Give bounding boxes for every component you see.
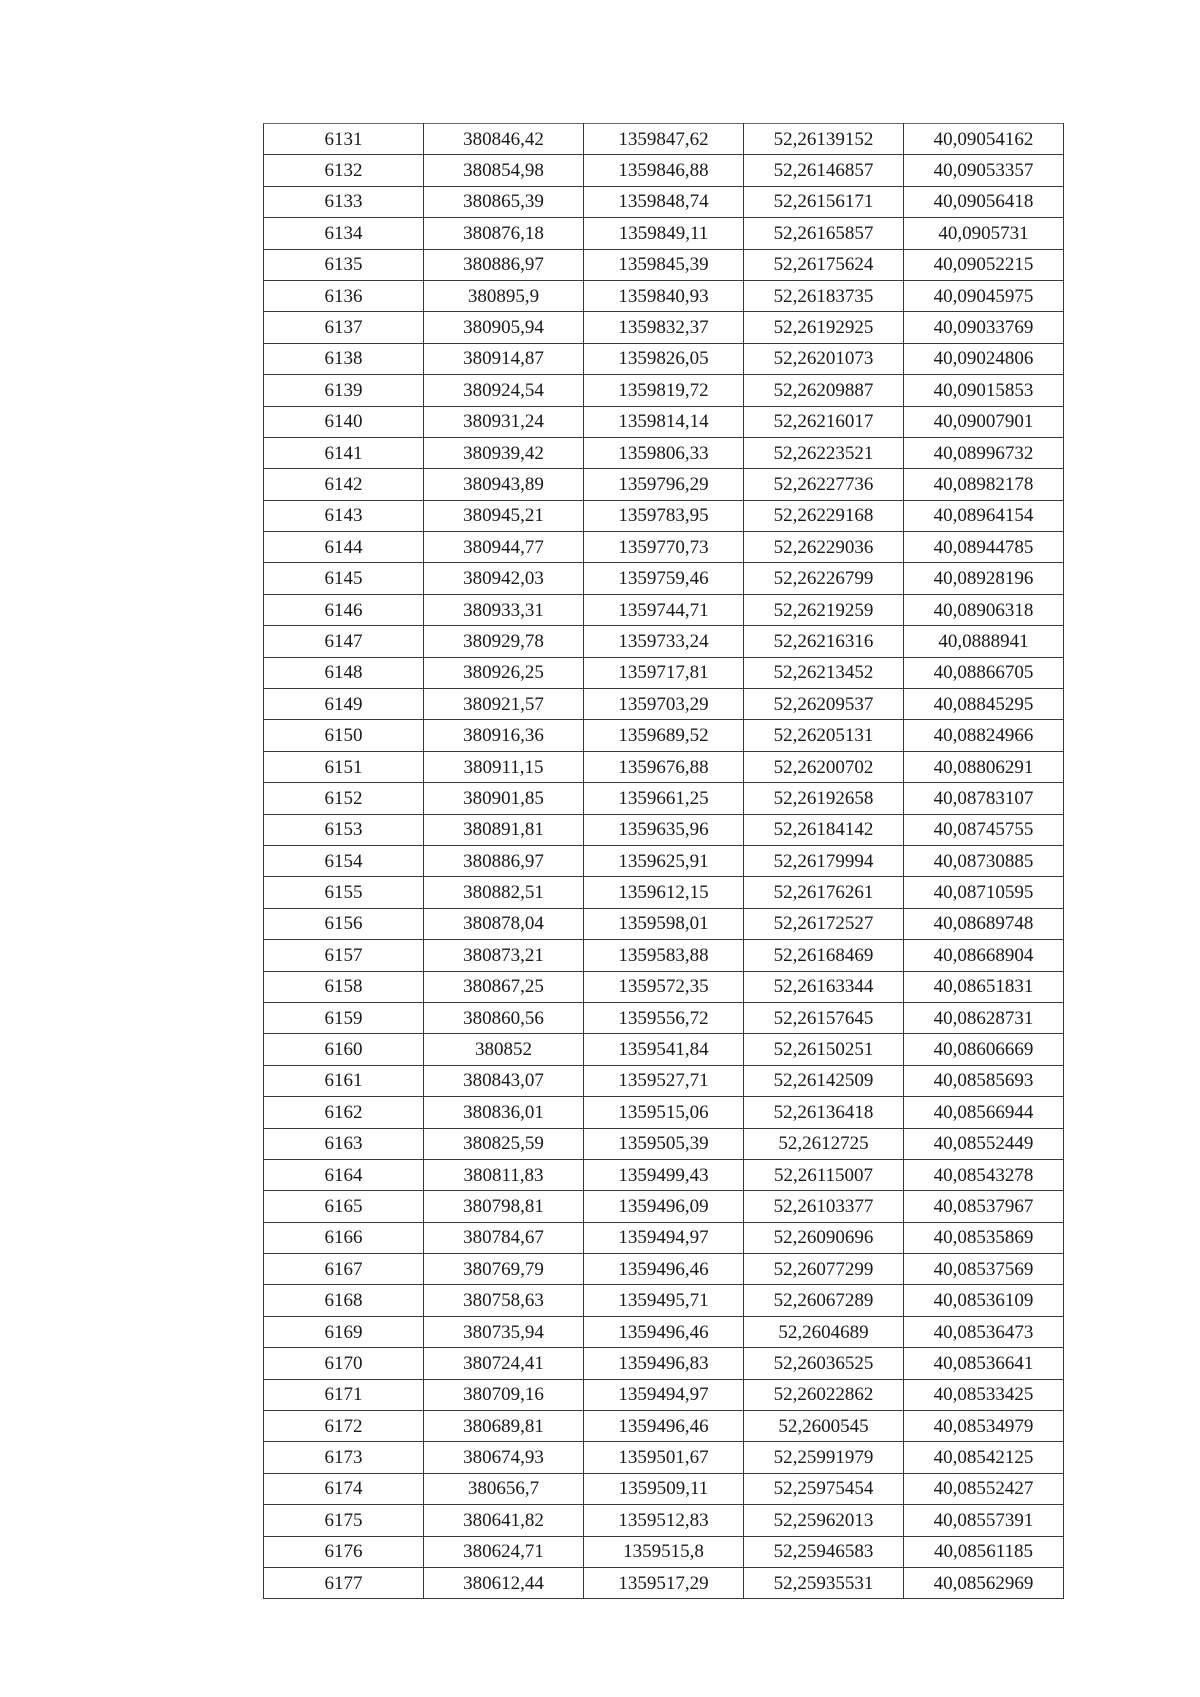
- point-number-cell: 6155: [264, 877, 424, 908]
- x-coordinate-cell: 380735,94: [424, 1316, 584, 1347]
- x-coordinate-cell: 380895,9: [424, 280, 584, 311]
- latitude-cell: 52,26200702: [744, 751, 904, 782]
- point-number-cell: 6139: [264, 375, 424, 406]
- y-coordinate-cell: 1359509,11: [584, 1473, 744, 1504]
- y-coordinate-cell: 1359744,71: [584, 594, 744, 625]
- table-row: [264, 532, 1064, 563]
- y-coordinate-cell: 1359840,93: [584, 280, 744, 311]
- point-number-cell: 6177: [264, 1567, 424, 1598]
- x-coordinate-cell: 380929,78: [424, 626, 584, 657]
- y-coordinate-cell: 1359814,14: [584, 406, 744, 437]
- y-coordinate-cell: 1359847,62: [584, 124, 744, 155]
- point-number-cell: 6165: [264, 1191, 424, 1222]
- y-coordinate-cell: 1359796,29: [584, 469, 744, 500]
- x-coordinate-cell: 380612,44: [424, 1567, 584, 1598]
- y-coordinate-cell: 1359496,46: [584, 1316, 744, 1347]
- point-number-cell: 6156: [264, 908, 424, 939]
- point-number-cell: 6163: [264, 1128, 424, 1159]
- table-row: [264, 1222, 1064, 1253]
- point-number-cell: 6168: [264, 1285, 424, 1316]
- point-number-cell: 6149: [264, 689, 424, 720]
- latitude-cell: 52,25975454: [744, 1473, 904, 1504]
- latitude-cell: 52,26165857: [744, 218, 904, 249]
- x-coordinate-cell: 380689,81: [424, 1411, 584, 1442]
- y-coordinate-cell: 1359583,88: [584, 940, 744, 971]
- longitude-cell: 40,08533425: [904, 1379, 1064, 1410]
- longitude-cell: 40,09053357: [904, 155, 1064, 186]
- longitude-cell: 40,08536473: [904, 1316, 1064, 1347]
- longitude-cell: 40,08628731: [904, 1002, 1064, 1033]
- x-coordinate-cell: 380825,59: [424, 1128, 584, 1159]
- table-row: [264, 689, 1064, 720]
- x-coordinate-cell: 380942,03: [424, 563, 584, 594]
- table-row: [264, 940, 1064, 971]
- longitude-cell: 40,08745755: [904, 814, 1064, 845]
- latitude-cell: 52,26022862: [744, 1379, 904, 1410]
- x-coordinate-cell: 380876,18: [424, 218, 584, 249]
- longitude-cell: 40,08996732: [904, 437, 1064, 468]
- latitude-cell: 52,26103377: [744, 1191, 904, 1222]
- coordinates-table: [263, 123, 1064, 1599]
- y-coordinate-cell: 1359832,37: [584, 312, 744, 343]
- x-coordinate-cell: 380924,54: [424, 375, 584, 406]
- point-number-cell: 6142: [264, 469, 424, 500]
- x-coordinate-cell: 380769,79: [424, 1254, 584, 1285]
- table-row: [264, 1034, 1064, 1065]
- x-coordinate-cell: 380674,93: [424, 1442, 584, 1473]
- y-coordinate-cell: 1359783,95: [584, 500, 744, 531]
- y-coordinate-cell: 1359556,72: [584, 1002, 744, 1033]
- point-number-cell: 6140: [264, 406, 424, 437]
- longitude-cell: 40,08566944: [904, 1097, 1064, 1128]
- y-coordinate-cell: 1359717,81: [584, 657, 744, 688]
- y-coordinate-cell: 1359612,15: [584, 877, 744, 908]
- x-coordinate-cell: 380709,16: [424, 1379, 584, 1410]
- y-coordinate-cell: 1359515,8: [584, 1536, 744, 1567]
- y-coordinate-cell: 1359806,33: [584, 437, 744, 468]
- point-number-cell: 6171: [264, 1379, 424, 1410]
- longitude-cell: 40,08689748: [904, 908, 1064, 939]
- x-coordinate-cell: 380846,42: [424, 124, 584, 155]
- x-coordinate-cell: 380944,77: [424, 532, 584, 563]
- latitude-cell: 52,26090696: [744, 1222, 904, 1253]
- latitude-cell: 52,26223521: [744, 437, 904, 468]
- x-coordinate-cell: 380931,24: [424, 406, 584, 437]
- longitude-cell: 40,09056418: [904, 186, 1064, 217]
- point-number-cell: 6131: [264, 124, 424, 155]
- longitude-cell: 40,08561185: [904, 1536, 1064, 1567]
- latitude-cell: 52,26216316: [744, 626, 904, 657]
- longitude-cell: 40,08964154: [904, 500, 1064, 531]
- longitude-cell: 40,08730885: [904, 845, 1064, 876]
- latitude-cell: 52,25946583: [744, 1536, 904, 1567]
- longitude-cell: 40,0888941: [904, 626, 1064, 657]
- longitude-cell: 40,08606669: [904, 1034, 1064, 1065]
- longitude-cell: 40,08928196: [904, 563, 1064, 594]
- y-coordinate-cell: 1359635,96: [584, 814, 744, 845]
- latitude-cell: 52,26142509: [744, 1065, 904, 1096]
- longitude-cell: 40,09052215: [904, 249, 1064, 280]
- table-row: [264, 1505, 1064, 1536]
- y-coordinate-cell: 1359527,71: [584, 1065, 744, 1096]
- y-coordinate-cell: 1359494,97: [584, 1379, 744, 1410]
- x-coordinate-cell: 380914,87: [424, 343, 584, 374]
- latitude-cell: 52,26183735: [744, 280, 904, 311]
- y-coordinate-cell: 1359515,06: [584, 1097, 744, 1128]
- point-number-cell: 6170: [264, 1348, 424, 1379]
- x-coordinate-cell: 380901,85: [424, 783, 584, 814]
- point-number-cell: 6172: [264, 1411, 424, 1442]
- y-coordinate-cell: 1359676,88: [584, 751, 744, 782]
- table-row: [264, 626, 1064, 657]
- latitude-cell: 52,2604689: [744, 1316, 904, 1347]
- y-coordinate-cell: 1359703,29: [584, 689, 744, 720]
- point-number-cell: 6143: [264, 500, 424, 531]
- latitude-cell: 52,26139152: [744, 124, 904, 155]
- y-coordinate-cell: 1359689,52: [584, 720, 744, 751]
- y-coordinate-cell: 1359733,24: [584, 626, 744, 657]
- point-number-cell: 6158: [264, 971, 424, 1002]
- table-row: [264, 720, 1064, 751]
- longitude-cell: 40,0905731: [904, 218, 1064, 249]
- longitude-cell: 40,09054162: [904, 124, 1064, 155]
- table-row: [264, 1411, 1064, 1442]
- point-number-cell: 6174: [264, 1473, 424, 1504]
- longitude-cell: 40,08562969: [904, 1567, 1064, 1598]
- latitude-cell: 52,26168469: [744, 940, 904, 971]
- longitude-cell: 40,08542125: [904, 1442, 1064, 1473]
- table-row: [264, 1442, 1064, 1473]
- latitude-cell: 52,26192658: [744, 783, 904, 814]
- longitude-cell: 40,08982178: [904, 469, 1064, 500]
- longitude-cell: 40,08866705: [904, 657, 1064, 688]
- longitude-cell: 40,08557391: [904, 1505, 1064, 1536]
- latitude-cell: 52,2612725: [744, 1128, 904, 1159]
- point-number-cell: 6134: [264, 218, 424, 249]
- table-row: [264, 375, 1064, 406]
- latitude-cell: 52,26227736: [744, 469, 904, 500]
- table-row: [264, 218, 1064, 249]
- y-coordinate-cell: 1359845,39: [584, 249, 744, 280]
- point-number-cell: 6135: [264, 249, 424, 280]
- x-coordinate-cell: 380882,51: [424, 877, 584, 908]
- longitude-cell: 40,09024806: [904, 343, 1064, 374]
- table-row: [264, 1567, 1064, 1598]
- longitude-cell: 40,08806291: [904, 751, 1064, 782]
- point-number-cell: 6167: [264, 1254, 424, 1285]
- y-coordinate-cell: 1359598,01: [584, 908, 744, 939]
- table-row: [264, 1348, 1064, 1379]
- table-row: [264, 1097, 1064, 1128]
- latitude-cell: 52,26067289: [744, 1285, 904, 1316]
- latitude-cell: 52,26205131: [744, 720, 904, 751]
- x-coordinate-cell: 380811,83: [424, 1159, 584, 1190]
- table-row: [264, 124, 1064, 155]
- point-number-cell: 6132: [264, 155, 424, 186]
- table-row: [264, 1316, 1064, 1347]
- x-coordinate-cell: 380886,97: [424, 845, 584, 876]
- y-coordinate-cell: 1359496,09: [584, 1191, 744, 1222]
- table-row: [264, 249, 1064, 280]
- latitude-cell: 52,26216017: [744, 406, 904, 437]
- longitude-cell: 40,08651831: [904, 971, 1064, 1002]
- table-row: [264, 814, 1064, 845]
- y-coordinate-cell: 1359770,73: [584, 532, 744, 563]
- point-number-cell: 6159: [264, 1002, 424, 1033]
- x-coordinate-cell: 380656,7: [424, 1473, 584, 1504]
- latitude-cell: 52,26226799: [744, 563, 904, 594]
- longitude-cell: 40,08552449: [904, 1128, 1064, 1159]
- longitude-cell: 40,08536109: [904, 1285, 1064, 1316]
- longitude-cell: 40,08668904: [904, 940, 1064, 971]
- longitude-cell: 40,08537569: [904, 1254, 1064, 1285]
- table-row: [264, 594, 1064, 625]
- table-row: [264, 845, 1064, 876]
- y-coordinate-cell: 1359849,11: [584, 218, 744, 249]
- point-number-cell: 6137: [264, 312, 424, 343]
- latitude-cell: 52,26136418: [744, 1097, 904, 1128]
- table-row: [264, 343, 1064, 374]
- longitude-cell: 40,08906318: [904, 594, 1064, 625]
- longitude-cell: 40,08710595: [904, 877, 1064, 908]
- table-row: [264, 186, 1064, 217]
- x-coordinate-cell: 380891,81: [424, 814, 584, 845]
- latitude-cell: 52,26213452: [744, 657, 904, 688]
- y-coordinate-cell: 1359505,39: [584, 1128, 744, 1159]
- point-number-cell: 6141: [264, 437, 424, 468]
- longitude-cell: 40,09033769: [904, 312, 1064, 343]
- latitude-cell: 52,26146857: [744, 155, 904, 186]
- x-coordinate-cell: 380798,81: [424, 1191, 584, 1222]
- latitude-cell: 52,26175624: [744, 249, 904, 280]
- y-coordinate-cell: 1359572,35: [584, 971, 744, 1002]
- point-number-cell: 6148: [264, 657, 424, 688]
- x-coordinate-cell: 380926,25: [424, 657, 584, 688]
- longitude-cell: 40,08536641: [904, 1348, 1064, 1379]
- latitude-cell: 52,26201073: [744, 343, 904, 374]
- x-coordinate-cell: 380624,71: [424, 1536, 584, 1567]
- latitude-cell: 52,26179994: [744, 845, 904, 876]
- y-coordinate-cell: 1359495,71: [584, 1285, 744, 1316]
- x-coordinate-cell: 380724,41: [424, 1348, 584, 1379]
- longitude-cell: 40,08783107: [904, 783, 1064, 814]
- y-coordinate-cell: 1359819,72: [584, 375, 744, 406]
- table-row: [264, 155, 1064, 186]
- y-coordinate-cell: 1359826,05: [584, 343, 744, 374]
- point-number-cell: 6166: [264, 1222, 424, 1253]
- y-coordinate-cell: 1359496,46: [584, 1254, 744, 1285]
- latitude-cell: 52,26157645: [744, 1002, 904, 1033]
- latitude-cell: 52,26219259: [744, 594, 904, 625]
- longitude-cell: 40,09045975: [904, 280, 1064, 311]
- latitude-cell: 52,26209537: [744, 689, 904, 720]
- table-row: [264, 1536, 1064, 1567]
- point-number-cell: 6152: [264, 783, 424, 814]
- latitude-cell: 52,26115007: [744, 1159, 904, 1190]
- longitude-cell: 40,08585693: [904, 1065, 1064, 1096]
- table-row: [264, 312, 1064, 343]
- point-number-cell: 6153: [264, 814, 424, 845]
- longitude-cell: 40,09007901: [904, 406, 1064, 437]
- x-coordinate-cell: 380921,57: [424, 689, 584, 720]
- y-coordinate-cell: 1359625,91: [584, 845, 744, 876]
- x-coordinate-cell: 380933,31: [424, 594, 584, 625]
- point-number-cell: 6133: [264, 186, 424, 217]
- point-number-cell: 6176: [264, 1536, 424, 1567]
- latitude-cell: 52,25991979: [744, 1442, 904, 1473]
- latitude-cell: 52,26229168: [744, 500, 904, 531]
- longitude-cell: 40,08537967: [904, 1191, 1064, 1222]
- y-coordinate-cell: 1359759,46: [584, 563, 744, 594]
- latitude-cell: 52,25962013: [744, 1505, 904, 1536]
- x-coordinate-cell: 380758,63: [424, 1285, 584, 1316]
- point-number-cell: 6146: [264, 594, 424, 625]
- table-row: [264, 406, 1064, 437]
- latitude-cell: 52,26209887: [744, 375, 904, 406]
- point-number-cell: 6144: [264, 532, 424, 563]
- point-number-cell: 6157: [264, 940, 424, 971]
- y-coordinate-cell: 1359517,29: [584, 1567, 744, 1598]
- point-number-cell: 6150: [264, 720, 424, 751]
- point-number-cell: 6173: [264, 1442, 424, 1473]
- latitude-cell: 52,26036525: [744, 1348, 904, 1379]
- latitude-cell: 52,26172527: [744, 908, 904, 939]
- x-coordinate-cell: 380867,25: [424, 971, 584, 1002]
- table-row: [264, 1191, 1064, 1222]
- x-coordinate-cell: 380641,82: [424, 1505, 584, 1536]
- point-number-cell: 6175: [264, 1505, 424, 1536]
- point-number-cell: 6145: [264, 563, 424, 594]
- y-coordinate-cell: 1359541,84: [584, 1034, 744, 1065]
- latitude-cell: 52,26192925: [744, 312, 904, 343]
- y-coordinate-cell: 1359661,25: [584, 783, 744, 814]
- longitude-cell: 40,08535869: [904, 1222, 1064, 1253]
- x-coordinate-cell: 380865,39: [424, 186, 584, 217]
- point-number-cell: 6162: [264, 1097, 424, 1128]
- table-row: [264, 783, 1064, 814]
- x-coordinate-cell: 380873,21: [424, 940, 584, 971]
- y-coordinate-cell: 1359496,83: [584, 1348, 744, 1379]
- table-row: [264, 1002, 1064, 1033]
- latitude-cell: 52,26163344: [744, 971, 904, 1002]
- x-coordinate-cell: 380886,97: [424, 249, 584, 280]
- x-coordinate-cell: 380854,98: [424, 155, 584, 186]
- latitude-cell: 52,2600545: [744, 1411, 904, 1442]
- table-row: [264, 500, 1064, 531]
- latitude-cell: 52,26077299: [744, 1254, 904, 1285]
- point-number-cell: 6169: [264, 1316, 424, 1347]
- table-row: [264, 1473, 1064, 1504]
- longitude-cell: 40,08824966: [904, 720, 1064, 751]
- table-row: [264, 563, 1064, 594]
- point-number-cell: 6160: [264, 1034, 424, 1065]
- table-row: [264, 751, 1064, 782]
- point-number-cell: 6151: [264, 751, 424, 782]
- latitude-cell: 52,25935531: [744, 1567, 904, 1598]
- longitude-cell: 40,09015853: [904, 375, 1064, 406]
- longitude-cell: 40,08534979: [904, 1411, 1064, 1442]
- point-number-cell: 6164: [264, 1159, 424, 1190]
- y-coordinate-cell: 1359501,67: [584, 1442, 744, 1473]
- table-row: [264, 1379, 1064, 1410]
- x-coordinate-cell: 380939,42: [424, 437, 584, 468]
- y-coordinate-cell: 1359848,74: [584, 186, 744, 217]
- latitude-cell: 52,26176261: [744, 877, 904, 908]
- x-coordinate-cell: 380916,36: [424, 720, 584, 751]
- longitude-cell: 40,08845295: [904, 689, 1064, 720]
- table-row: [264, 908, 1064, 939]
- table-row: [264, 657, 1064, 688]
- longitude-cell: 40,08944785: [904, 532, 1064, 563]
- x-coordinate-cell: 380943,89: [424, 469, 584, 500]
- table-row: [264, 437, 1064, 468]
- longitude-cell: 40,08552427: [904, 1473, 1064, 1504]
- x-coordinate-cell: 380905,94: [424, 312, 584, 343]
- point-number-cell: 6154: [264, 845, 424, 876]
- x-coordinate-cell: 380878,04: [424, 908, 584, 939]
- latitude-cell: 52,26184142: [744, 814, 904, 845]
- x-coordinate-cell: 380945,21: [424, 500, 584, 531]
- table-row: [264, 1285, 1064, 1316]
- table-row: [264, 469, 1064, 500]
- y-coordinate-cell: 1359496,46: [584, 1411, 744, 1442]
- latitude-cell: 52,26150251: [744, 1034, 904, 1065]
- x-coordinate-cell: 380860,56: [424, 1002, 584, 1033]
- y-coordinate-cell: 1359846,88: [584, 155, 744, 186]
- x-coordinate-cell: 380836,01: [424, 1097, 584, 1128]
- point-number-cell: 6147: [264, 626, 424, 657]
- longitude-cell: 40,08543278: [904, 1159, 1064, 1190]
- x-coordinate-cell: 380852: [424, 1034, 584, 1065]
- table-row: [264, 1128, 1064, 1159]
- latitude-cell: 52,26229036: [744, 532, 904, 563]
- coordinates-table-body: [264, 124, 1064, 1599]
- point-number-cell: 6136: [264, 280, 424, 311]
- table-row: [264, 1159, 1064, 1190]
- y-coordinate-cell: 1359494,97: [584, 1222, 744, 1253]
- latitude-cell: 52,26156171: [744, 186, 904, 217]
- table-row: [264, 971, 1064, 1002]
- table-row: [264, 877, 1064, 908]
- point-number-cell: 6161: [264, 1065, 424, 1096]
- y-coordinate-cell: 1359499,43: [584, 1159, 744, 1190]
- point-number-cell: 6138: [264, 343, 424, 374]
- table-row: [264, 280, 1064, 311]
- table-row: [264, 1065, 1064, 1096]
- x-coordinate-cell: 380784,67: [424, 1222, 584, 1253]
- table-row: [264, 1254, 1064, 1285]
- x-coordinate-cell: 380843,07: [424, 1065, 584, 1096]
- x-coordinate-cell: 380911,15: [424, 751, 584, 782]
- y-coordinate-cell: 1359512,83: [584, 1505, 744, 1536]
